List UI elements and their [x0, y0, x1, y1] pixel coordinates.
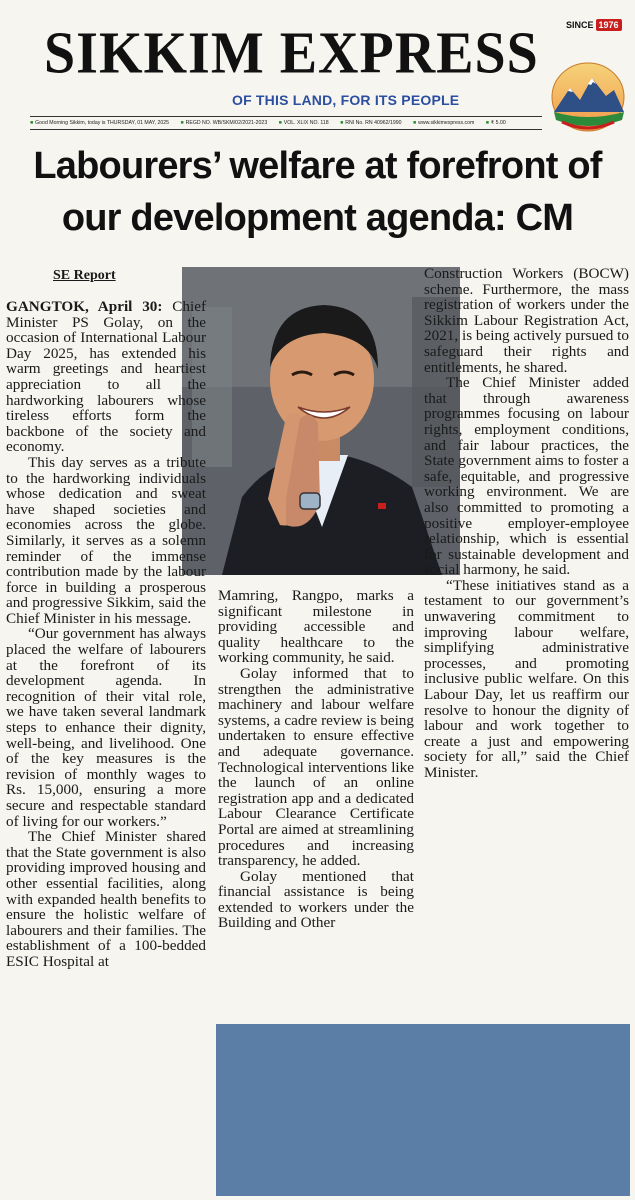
article-headline	[0, 140, 635, 244]
since-year-badge: 1976	[596, 19, 622, 31]
paragraph: The Chief Minister added that through awareness programmes focusing on labour rights, employment conditions, and fair labour practices, the State government aims to foster a safe, equitable, and progressive working environment. We are also committed to promoting a positive employer-employee relationship, which is essential for sustainable development and social harmony, he said.	[424, 374, 629, 579]
info-item: ■ RNI No. RN 40962/1990	[340, 120, 402, 126]
headline-line: Labourers’ welfare at forefront of	[33, 145, 602, 187]
article-photo	[182, 267, 460, 575]
masthead-info-line	[30, 116, 542, 130]
paragraph: This day serves as a tribute to the hardworking individuals whose dedication and sweat have shaped societies and economies across the globe. Similarly, it serves as a solemn reminder of the immense contribution made by the labour force in building a prosperous and progressive Sikkim, said the Chief Minister in his message.	[6, 453, 206, 627]
paragraph: “Our government has always placed the welfare of labourers at the forefront of its development agenda. In recognition of their vital role, we have taken several landmark steps to enhance their dignity, well-being, and livelihood. One of the key measures is the revision of monthly wages to Rs. 15,000, ensuring a more secure and respectable standard of living for our workers.”	[6, 625, 206, 830]
newspaper-name: SIKKIM EXPRESS	[44, 20, 539, 87]
paragraph: Golay informed that to strengthen the administrative machinery and labour welfare systems, a cadre review is being undertaken to ensure effective and adequate governance. Technological interventions like the launch of an online registration app and a dedicated Labour Clearance Certificate Portal are aimed at streamlining procedures and increasing transparency, he added.	[218, 664, 414, 870]
tagline: OF THIS LAND, FOR ITS PEOPLE	[232, 92, 460, 108]
since-label	[566, 20, 622, 30]
byline: SE Report	[53, 268, 116, 283]
mountain-logo-icon	[548, 60, 628, 134]
since-text: SINCE	[566, 20, 594, 30]
chief-minister-portrait-icon	[182, 267, 460, 575]
info-item: ■ Good Morning Sikkim, today is THURSDAY, 01 MAY, 2025	[30, 120, 170, 126]
paragraph: Mamring, Rangpo, marks a significant milestone in providing accessible and quality healthcare to the working community, he said.	[218, 587, 414, 667]
advertisement-box	[216, 1024, 630, 1196]
article-column-1	[6, 299, 206, 970]
masthead	[0, 0, 635, 140]
dateline: GANGTOK, April 30:	[6, 298, 163, 315]
paragraph: GANGTOK, April 30: Chief Minister PS Golay, on the occasion of International Labour Day 2025, has extended his warm greetings and heartiest appreciation to all the hardworking labourers whose tireless efforts form the backbone of the society and economy.	[6, 298, 207, 456]
info-item: ■ REGD NO. WB/SKM/02/2021-2023	[180, 120, 268, 126]
info-item: ■ www.sikkimexpress.com	[412, 120, 475, 126]
article-column-3	[424, 266, 629, 781]
paragraph: Golay mentioned that financial assistance is being extended to workers under the Building and Other	[218, 867, 414, 932]
paragraph: Construction Workers (BOCW) scheme. Furthermore, the mass registration of workers under the Sikkim Labour Registration Act, 2021, is being actively pursued to safeguard their rights and entitlements, he shared.	[424, 265, 629, 376]
headline-line: our development agenda: CM	[61, 197, 574, 239]
info-item: ■ VOL. XLIX NO. 118	[278, 120, 329, 126]
paragraph: “These initiatives stand as a testament to our government’s unwavering commitment to improving labour welfare, simplifying administrative processes, and promoting inclusive public welfare. On this Labour Day, let us reaffirm our resolve to honour the dignity of labour and work together to create a just and empowering society for all,” said the Chief Minister.	[424, 576, 629, 781]
article-column-2	[218, 588, 414, 931]
info-item: ■ ₹ 5.00	[485, 120, 506, 126]
paragraph: The Chief Minister shared that the State government is also providing improved housing and other essential facilities, along with expanded health benefits to ensure the holistic welfare of labourers and their families. The establishment of a 100-bedded ESIC Hospital at	[6, 828, 206, 970]
